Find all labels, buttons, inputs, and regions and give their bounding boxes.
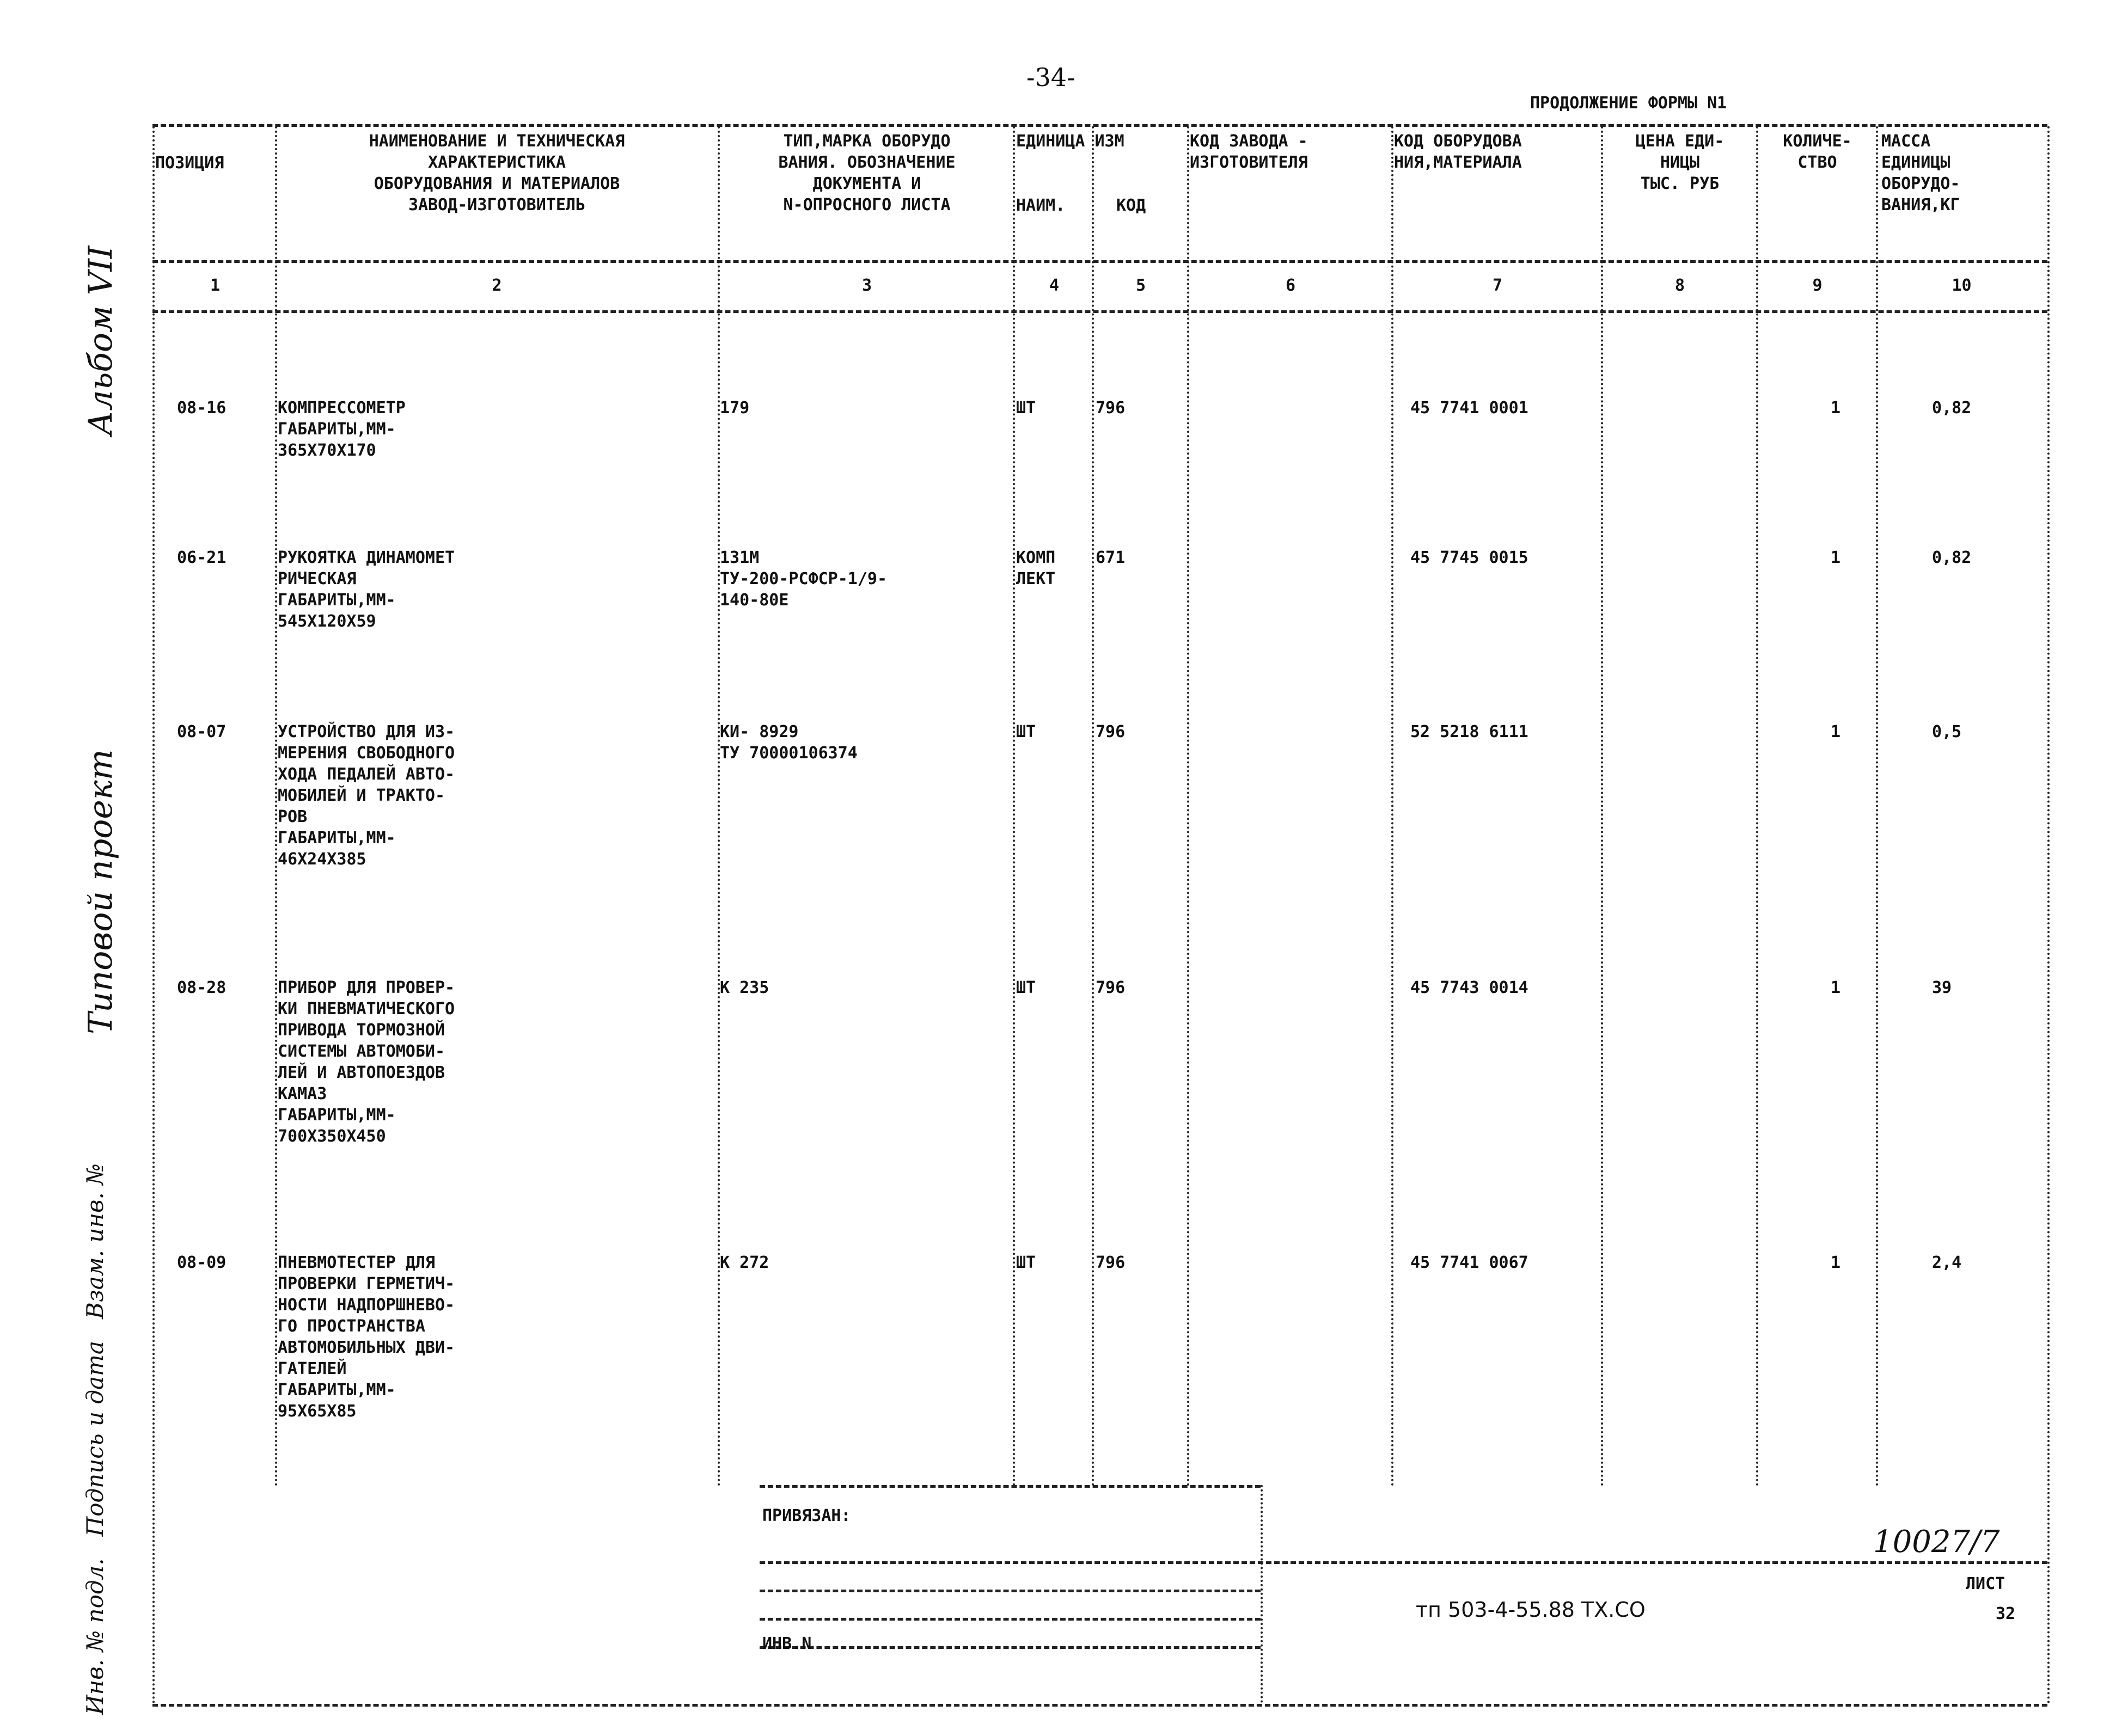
row4-mass: 39 <box>1932 978 1952 997</box>
col-divider <box>1013 126 1015 1487</box>
header-unit-code: КОД <box>1116 196 1146 215</box>
row4-quantity: 1 <box>1830 978 1840 997</box>
colnum-10: 10 <box>1952 276 1972 295</box>
table-bottom-border <box>152 1704 2047 1707</box>
colnum-9: 9 <box>1812 276 1823 295</box>
row3-type: КИ- 8929 ТУ 70000106374 <box>720 722 858 763</box>
row5-type: К 272 <box>720 1253 769 1272</box>
row4-unit: ШТ <box>1016 978 1036 997</box>
col-divider <box>1876 126 1878 1487</box>
header-bottom-border <box>152 260 2047 263</box>
row4-position: 08-28 <box>177 978 227 997</box>
header-unit-name: НАИМ. <box>1016 196 1066 215</box>
album-label: Альбом VII <box>82 246 120 435</box>
stamp-doc-number: 10027/7 <box>1873 1524 2000 1560</box>
row4-name: ПРИБОР ДЛЯ ПРОВЕР- КИ ПНЕВМАТИЧЕСКОГО ПРИВОДА ТОРМОЗНОЙ СИСТЕМЫ АВТОМОБИ- ЛЕЙ И АВТОПОЕЗДОВ КАМАЗ ГАБАРИТЫ,ММ- 700Х350Х450 <box>278 978 455 1146</box>
row2-equipment-code: 45 7745 0015 <box>1410 548 1528 567</box>
table-top-border <box>152 124 2047 127</box>
header-type: ТИП,МАРКА ОБОРУДО ВАНИЯ. ОБОЗНАЧЕНИЕ ДОКУМЕНТА И N-ОПРОСНОГО ЛИСТА <box>778 132 956 214</box>
row3-quantity: 1 <box>1830 722 1840 741</box>
header-factory-code: КОД ЗАВОДА - ИЗГОТОВИТЕЛЯ <box>1190 132 1308 172</box>
header-position: ПОЗИЦИЯ <box>155 154 224 173</box>
col-divider <box>718 126 720 1487</box>
stamp-inv: ИНВ.N <box>762 1634 812 1653</box>
row3-position: 08-07 <box>177 722 227 741</box>
col-divider <box>275 126 277 1487</box>
stamp-divider <box>1261 1485 1263 1703</box>
stamp-privyazan: ПРИВЯЗАН: <box>762 1506 851 1525</box>
row5-name: ПНЕВМОТЕСТЕР ДЛЯ ПРОВЕРКИ ГЕРМЕТИЧ- НОСТИ НАДПОРШНЕВО- ГО ПРОСТРАНСТВА АВТОМОБИЛЬНЫХ ДВИ- ГАТЕЛЕЙ ГАБАРИТЫ,ММ- 95Х65Х85 <box>278 1253 455 1421</box>
colnum-5: 5 <box>1135 276 1146 295</box>
row5-unit-code: 796 <box>1096 1253 1126 1272</box>
colnum-8: 8 <box>1674 276 1685 295</box>
page-number: -34- <box>1026 63 1075 92</box>
row2-unit: КОМП ЛЕКТ <box>1016 548 1056 588</box>
header-mass: МАССА ЕДИНИЦЫ ОБОРУДО- ВАНИЯ,КГ <box>1881 132 1960 214</box>
header-price: ЦЕНА ЕДИ- НИЦЫ ТЫС. РУБ <box>1635 132 1724 193</box>
project-label: Типовой проект <box>82 749 120 1034</box>
colnum-7: 7 <box>1492 276 1503 295</box>
colnum-3: 3 <box>861 276 872 295</box>
row3-equipment-code: 52 5218 6111 <box>1410 722 1528 741</box>
header-name: НАИМЕНОВАНИЕ И ТЕХНИЧЕСКАЯ ХАРАКТЕРИСТИКА ОБОРУДОВАНИЯ И МАТЕРИАЛОВ ЗАВОД-ИЗГОТОВИТЕЛЬ <box>369 132 625 214</box>
stamp-doc-code: тп 503-4-55.88 ТХ.СО <box>1416 1598 1646 1622</box>
stamp-sheet-number: 32 <box>1996 1604 2016 1623</box>
row3-unit-code: 796 <box>1096 722 1126 741</box>
row3-unit: ШТ <box>1016 722 1036 741</box>
col-divider <box>2047 126 2050 1705</box>
row2-quantity: 1 <box>1830 548 1840 567</box>
continuation-label: ПРОДОЛЖЕНИЕ ФОРМЫ N1 <box>1530 94 1727 113</box>
col-divider <box>152 126 155 1705</box>
number-row-border <box>152 310 2047 313</box>
stamp-line <box>760 1561 2047 1564</box>
header-unit: ЕДИНИЦА ИЗМ <box>1016 132 1124 151</box>
row4-type: К 235 <box>720 978 769 997</box>
colnum-2: 2 <box>492 276 502 295</box>
row3-mass: 0,5 <box>1932 722 1962 741</box>
row2-position: 06-21 <box>177 548 227 567</box>
row1-type: 179 <box>720 398 750 418</box>
row5-position: 08-09 <box>177 1253 227 1272</box>
row2-unit-code: 671 <box>1096 548 1126 567</box>
row5-unit: ШТ <box>1016 1253 1036 1272</box>
side-stamp-labels: Инв. № подл. Подпись и дата Взам. инв. № <box>82 1163 108 1715</box>
row5-quantity: 1 <box>1830 1253 1840 1272</box>
row3-name: УСТРОЙСТВО ДЛЯ ИЗ- МЕРЕНИЯ СВОБОДНОГО ХОДА ПЕДАЛЕЙ АВТО- МОБИЛЕЙ И ТРАКТО- РОВ ГАБАРИТЫ,ММ- 46Х24Х385 <box>278 722 455 869</box>
col-divider <box>1756 126 1758 1487</box>
row5-mass: 2,4 <box>1932 1253 1962 1272</box>
stamp-sheet-label: ЛИСТ <box>1966 1574 2005 1593</box>
row1-unit: ШТ <box>1016 398 1036 418</box>
row4-equipment-code: 45 7743 0014 <box>1410 978 1528 997</box>
stamp-line <box>760 1590 1261 1592</box>
row2-mass: 0,82 <box>1932 548 1972 567</box>
col-divider <box>1092 126 1094 1487</box>
header-equipment-code: КОД ОБОРУДОВА НИЯ,МАТЕРИАЛА <box>1394 132 1522 172</box>
row2-type: 131М ТУ-200-РСФСР-1/9- 140-80Е <box>720 548 888 610</box>
stamp-line <box>760 1646 1261 1649</box>
col-divider <box>1187 126 1189 1487</box>
row1-unit-code: 796 <box>1096 398 1126 418</box>
stamp-line <box>760 1618 1261 1621</box>
colnum-4: 4 <box>1049 276 1060 295</box>
row4-unit-code: 796 <box>1096 978 1126 997</box>
row1-position: 08-16 <box>177 398 227 418</box>
row2-name: РУКОЯТКА ДИНАМОМЕТ РИЧЕСКАЯ ГАБАРИТЫ,ММ- 545Х120Х59 <box>278 548 455 631</box>
row5-equipment-code: 45 7741 0067 <box>1410 1253 1528 1272</box>
colnum-1: 1 <box>210 276 221 295</box>
colnum-6: 6 <box>1285 276 1296 295</box>
row1-mass: 0,82 <box>1932 398 1972 418</box>
col-divider <box>1601 126 1603 1487</box>
stamp-top-border <box>760 1485 1261 1488</box>
row1-name: КОМПРЕССОМЕТР ГАБАРИТЫ,ММ- 365Х70Х170 <box>278 398 406 460</box>
header-quantity: КОЛИЧЕ- СТВО <box>1783 132 1852 172</box>
row1-quantity: 1 <box>1830 398 1840 418</box>
col-divider <box>1391 126 1393 1487</box>
row1-equipment-code: 45 7741 0001 <box>1410 398 1528 418</box>
